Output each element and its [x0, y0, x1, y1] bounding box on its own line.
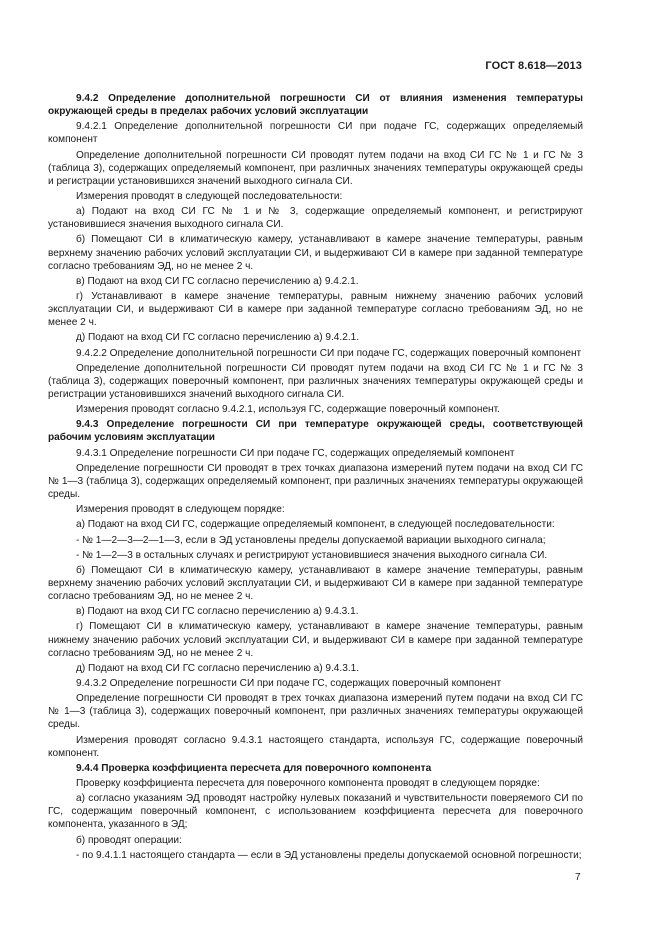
paragraph: в) Подают на вход СИ ГС согласно перечислению а) 9.4.3.1.	[76, 606, 359, 618]
paragraph: д) Подают на вход СИ ГС согласно перечислению а) 9.4.2.1.	[76, 332, 360, 344]
section-heading: 9.4.3 Определение погрешности СИ при температуре окружающей среды, соответствующей рабочим условиям эксплуатации	[48, 419, 583, 444]
paragraph: Определение дополнительной погрешности СИ проводят путем подачи на вход СИ ГС № 1 и ГС № 3 (таблица 3), содержащих поверочный компонент, при различных значениях температуры окружающей среды и регистрации установившихся значений выходного сигнала СИ.	[48, 362, 583, 400]
paragraph: Определение погрешности СИ проводят в трех точках диапазона измерений путем подачи на вход СИ ГС № 1—3 (таблица 3), содержащих определяемый компонент, при различных значениях температуры окружающей среды.	[48, 462, 583, 500]
document-header: ГОСТ 8.618—2013	[485, 60, 582, 72]
paragraph: Определение погрешности СИ проводят в трех точках диапазона измерений путем подачи на вход СИ ГС № 1—3 (таблица 3), содержащих поверочный компонент, при различных значениях температуры окружающей среды.	[48, 693, 583, 731]
paragraph: б) Помещают СИ в климатическую камеру, устанавливают в камере значение температуры, равным верхнему значению рабочих условий эксплуатации СИ, и выдерживают СИ в камере при заданной температуре согласно требованиям ЭД, но не менее 2 ч.	[48, 564, 583, 603]
paragraph: Измерения проводят в следующей последовательности:	[76, 190, 343, 202]
paragraph: г) Помещают СИ в климатическую камеру, устанавливают в камере значение температуры, равным нижнему значению рабочих условий эксплуатации СИ, и выдерживают СИ в камере при заданной температуре согласно требованиям ЭД, но не менее 2 ч.	[48, 621, 583, 659]
paragraph: а) согласно указаниям ЭД проводят настройку нулевых показаний и чувствительности поверяемого СИ по ГС, содержащим поверочный компонент, с использованием коэффициента пересчета для поверочного компонента, указанного в ЭД;	[48, 793, 583, 831]
paragraph: Измерения проводят согласно 9.4.3.1 настоящего стандарта, используя ГС, содержащие поверочный компонент.	[48, 734, 583, 759]
document-body	[48, 92, 583, 864]
section-heading: 9.4.4 Проверка коэффициента пересчета для поверочного компонента	[76, 762, 432, 774]
paragraph: а) Подают на вход СИ ГС, содержащие определяемый компонент, в следующей последовательности:	[76, 519, 555, 531]
page-number: 7	[575, 872, 581, 883]
paragraph: б) проводят операции:	[76, 834, 182, 846]
section-heading: 9.4.2 Определение дополнительной погрешности СИ от влияния изменения температуры окружающей среды в пределах рабочих условий эксплуатации	[48, 93, 583, 118]
paragraph: 9.4.3.1 Определение погрешности СИ при подаче ГС, содержащих определяемый компонент	[76, 447, 515, 459]
paragraph: Определение дополнительной погрешности СИ проводят путем подачи на вход СИ ГС № 1 и ГС № 3 (таблица 3), содержащих определяемый компонент, при различных значениях температуры окружающей среды и регистрации установившихся значений выходного сигнала СИ.	[48, 149, 583, 187]
paragraph: Измерения проводят согласно 9.4.2.1, используя ГС, содержащие поверочный компонент.	[76, 404, 500, 416]
paragraph: а) Подают на вход СИ ГС № 1 и № 3, содержащие определяемый компонент, и регистрируют установившиеся значения выходного сигнала СИ.	[48, 206, 583, 231]
list-item: - по 9.4.1.1 настоящего стандарта — если в ЭД установлены пределы допускаемой основной погрешности;	[76, 849, 582, 861]
paragraph: 9.4.3.2 Определение погрешности СИ при подаче ГС, содержащих поверочный компонент	[76, 678, 502, 689]
paragraph: д) Подают на вход СИ ГС согласно перечислению а) 9.4.3.1.	[76, 662, 360, 674]
paragraph: Проверку коэффициента пересчета для поверочного компонента проводят в следующем порядке:	[76, 778, 540, 790]
paragraph: б) Помещают СИ в климатическую камеру, устанавливают в камере значение температуры, равным верхнему значению рабочих условий эксплуатации СИ, и выдерживают СИ в камере при заданной температуре согласно требованиям ЭД, но не менее 2 ч.	[48, 234, 583, 272]
paragraph: г) Устанавливают в камере значение температуры, равным нижнему значению рабочих условий эксплуатации СИ, и выдерживают СИ в камере при заданной температуре согласно требованиям ЭД, но не менее 2 ч.	[48, 290, 583, 329]
paragraph: 9.4.2.2 Определение дополнительной погрешности СИ при подаче ГС, содержащих поверочный компонент	[76, 347, 582, 359]
list-item: - № 1—2—3 в остальных случаях и регистрируют установившиеся значения выходного сигнала СИ.	[76, 549, 548, 561]
paragraph: Измерения проводят в следующем порядке:	[76, 504, 285, 516]
list-item: - № 1—2—3—2—1—3, если в ЭД установлены пределы допускаемой вариации выходного сигнала;	[76, 534, 546, 546]
paragraph: 9.4.2.1 Определение дополнительной погрешности СИ при подаче ГС, содержащих определяемый компонент	[48, 121, 583, 146]
paragraph: в) Подают на вход СИ ГС согласно перечислению а) 9.4.2.1.	[76, 275, 359, 287]
